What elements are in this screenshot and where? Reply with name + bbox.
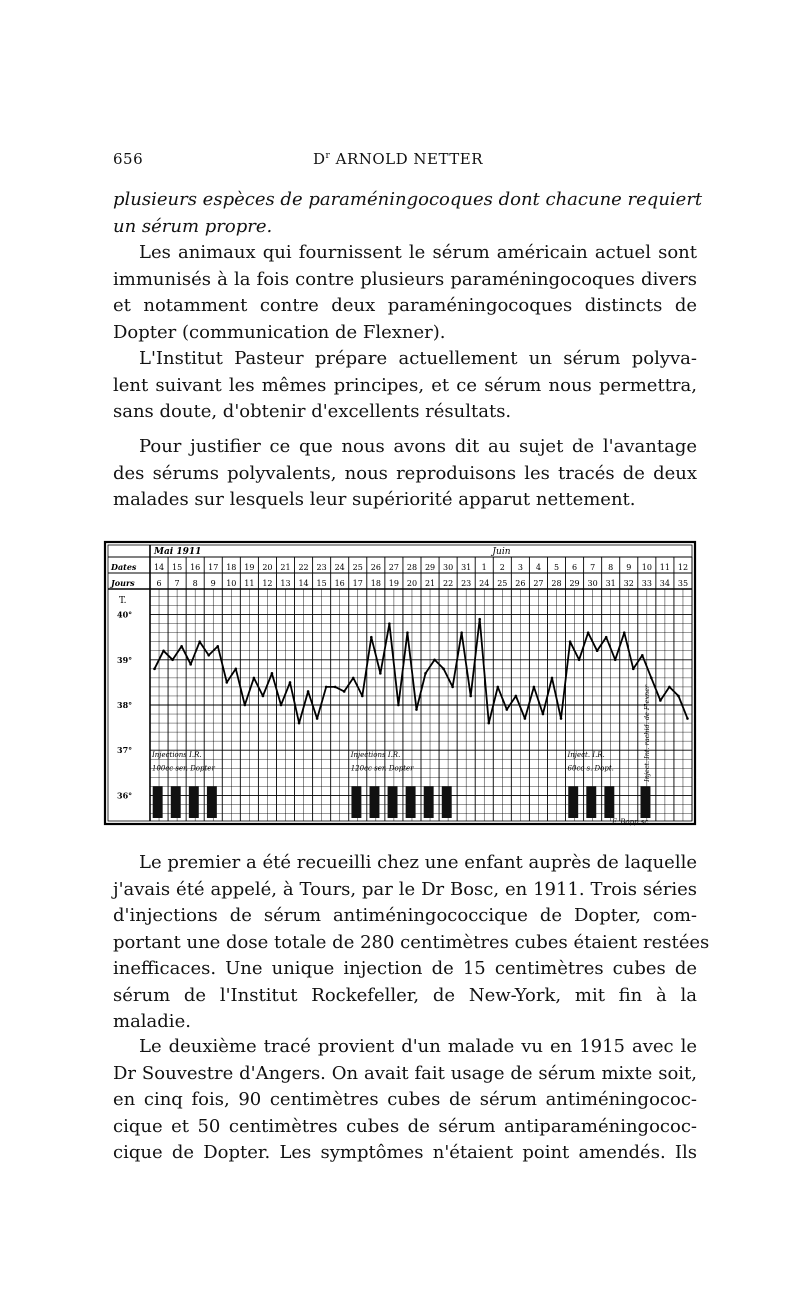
jour-tick: 22 — [443, 579, 454, 588]
temperature-point — [659, 699, 662, 702]
temperature-point — [307, 690, 310, 693]
text-line: des sérums polyvalents, nous reproduisons les tracés de deux — [113, 462, 697, 484]
temperature-point — [506, 708, 509, 711]
injection-bar — [424, 786, 434, 818]
text-line: un sérum propre. — [113, 215, 273, 237]
jour-tick: 33 — [641, 579, 652, 588]
text-line: et notamment contre deux paraméningocoques distincts de — [113, 295, 697, 316]
injection-bar — [568, 786, 578, 818]
text-line: Le premier a été recueilli chez une enfant auprès de laquelle — [139, 852, 697, 873]
temperature-point — [433, 659, 436, 662]
temperature-point — [686, 717, 689, 720]
temperature-point — [605, 636, 608, 639]
date-tick: 9 — [626, 563, 632, 572]
temperature-point — [451, 686, 454, 689]
temperature-point — [316, 717, 319, 720]
injection-label: 100cc ser. Dopter — [152, 764, 215, 773]
date-tick: 25 — [352, 563, 363, 572]
date-tick: 17 — [208, 563, 219, 572]
jour-tick: 11 — [244, 579, 255, 588]
jour-tick: 14 — [298, 579, 309, 588]
page-number: 656 — [113, 150, 144, 168]
temperature-point — [569, 640, 572, 643]
y-tick-label: 36° — [117, 790, 133, 801]
date-tick: 16 — [190, 563, 201, 572]
temperature-point — [244, 704, 247, 707]
date-tick: 29 — [424, 563, 436, 572]
temperature-point — [496, 686, 499, 689]
injection-bar — [370, 786, 380, 818]
temperature-point — [641, 654, 644, 657]
temperature-chart — [103, 540, 697, 830]
date-tick: 20 — [262, 563, 273, 572]
temperature-point — [225, 681, 228, 684]
temperature-point — [542, 713, 545, 716]
injection-bar — [153, 786, 163, 818]
temperature-point — [262, 695, 265, 698]
text-line: j'avais été appelé, à Tours, par le Dr Bosc, en 1911. Trois séries — [113, 878, 697, 900]
temperature-point — [614, 659, 617, 662]
date-tick: 14 — [153, 563, 165, 572]
jour-tick: 12 — [262, 579, 273, 588]
temperature-point — [623, 631, 626, 634]
injection-bar — [586, 786, 596, 818]
injection-label: Injections I.R. — [350, 750, 401, 759]
text-line: Pour justifier ce que nous avons dit au sujet de l'avantage — [139, 436, 697, 457]
temperature-point — [352, 677, 355, 680]
jour-tick: 9 — [210, 579, 216, 588]
jour-tick: 23 — [461, 579, 472, 588]
date-tick: 10 — [641, 563, 652, 572]
jour-tick: 6 — [156, 579, 162, 588]
jour-tick: 18 — [370, 579, 381, 588]
text-line: cique et 50 centimètres cubes de sérum antiparaméningococ- — [113, 1115, 697, 1137]
text-line: sans doute, d'obtenir d'excellents résultats. — [113, 401, 512, 422]
month-label: Juin — [492, 547, 511, 557]
temperature-point — [235, 668, 238, 671]
temperature-point — [533, 686, 536, 689]
month-label: Mai 1911 — [154, 547, 202, 557]
injection-bar — [207, 786, 217, 818]
text-line: plusieurs espèces de paraméningocoques dont chacune requiert — [113, 189, 703, 210]
text-line: maladie. — [113, 1011, 191, 1032]
temperature-point — [388, 622, 391, 625]
date-tick: 24 — [334, 563, 345, 572]
temperature-point — [343, 690, 346, 693]
temperature-point — [442, 668, 445, 671]
injection-bar — [388, 786, 398, 818]
temperature-point — [560, 717, 563, 720]
injection-label: 60cc s. Dopt. — [567, 764, 614, 773]
row-label-temp: T. — [119, 596, 127, 606]
date-tick: 1 — [481, 563, 487, 572]
temperature-point — [677, 695, 680, 698]
text-line: Dr Souvestre d'Angers. On avait fait usage de sérum mixte soit, — [113, 1062, 697, 1084]
temperature-point — [253, 677, 256, 680]
temperature-chart-svg — [103, 540, 697, 830]
date-tick: 2 — [499, 563, 505, 572]
row-label-jours: Jours — [111, 578, 135, 588]
text-line: inefficaces. Une unique injection de 15 centimètres cubes de — [113, 958, 697, 979]
date-tick: 8 — [608, 563, 614, 572]
jour-tick: 19 — [388, 579, 399, 588]
date-tick: 4 — [535, 563, 541, 572]
jour-tick: 29 — [569, 579, 580, 588]
text-line: Les animaux qui fournissent le sérum américain actuel sont — [139, 242, 697, 263]
text-line: malades sur lesquels leur supériorité apparut nettement. — [113, 489, 636, 510]
text-line: immunisés à la fois contre plusieurs paraméningocoques divers — [113, 268, 697, 290]
jour-tick: 26 — [515, 579, 526, 588]
jour-tick: 17 — [352, 579, 363, 588]
y-tick-label: 39° — [117, 654, 133, 665]
paragraph-3 — [113, 346, 697, 426]
jour-tick: 16 — [334, 579, 345, 588]
temperature-point — [668, 686, 671, 689]
temperature-point — [397, 704, 400, 707]
engraver-signature: F. Bopp sc. — [612, 818, 651, 826]
running-title: $D^r$ ARNOLD NETTER — [313, 150, 484, 168]
jour-tick: 25 — [497, 579, 508, 588]
temperature-point — [415, 708, 418, 711]
temperature-point — [596, 649, 599, 652]
temperature-point — [153, 668, 156, 671]
temperature-point — [487, 722, 490, 725]
injection-bar — [351, 786, 361, 818]
jour-tick: 8 — [192, 579, 198, 588]
running-header — [113, 150, 696, 174]
temperature-point — [271, 672, 274, 675]
temperature-point — [524, 717, 527, 720]
date-tick: 7 — [590, 563, 596, 572]
temperature-point — [207, 654, 210, 657]
date-tick: 22 — [298, 563, 309, 572]
jour-tick: 30 — [587, 579, 598, 588]
paragraph-2 — [113, 240, 697, 346]
date-tick: 30 — [443, 563, 454, 572]
date-tick: 5 — [553, 563, 560, 572]
injection-bar — [189, 786, 199, 818]
injection-bar — [406, 786, 416, 818]
temperature-point — [460, 631, 463, 634]
temperature-point — [325, 686, 328, 689]
paragraph-4 — [113, 434, 697, 514]
date-tick: 3 — [517, 563, 523, 572]
jour-tick: 31 — [605, 579, 616, 588]
text-line: L'Institut Pasteur prépare actuellement un sérum polyva- — [139, 348, 697, 369]
paragraph-5 — [113, 850, 710, 1036]
text-line: cique de Dopter. Les symptômes n'étaient point amendés. Ils — [113, 1142, 697, 1163]
date-tick: 18 — [226, 563, 237, 572]
text-line: en cinq fois, 90 centimètres cubes de sérum antiméningococ- — [113, 1089, 697, 1110]
date-tick: 12 — [677, 563, 689, 572]
temperature-point — [162, 649, 165, 652]
jour-tick: 24 — [479, 579, 490, 588]
temperature-point — [515, 695, 518, 698]
injection-bar — [604, 786, 614, 818]
date-tick: 28 — [406, 563, 418, 572]
injection-bar — [641, 786, 651, 818]
injection-bar — [442, 786, 452, 818]
date-tick: 23 — [316, 563, 327, 572]
jour-tick: 27 — [533, 579, 544, 588]
paragraph-6 — [113, 1034, 697, 1167]
temperature-point — [171, 659, 174, 662]
date-tick: 19 — [244, 563, 255, 572]
temperature-point — [578, 659, 581, 662]
temperature-point — [379, 672, 382, 675]
text-line: Le deuxième tracé provient d'un malade vu en 1915 avec le — [139, 1036, 697, 1057]
date-tick: 31 — [461, 563, 472, 572]
y-tick-label: 38° — [117, 700, 133, 710]
temperature-point — [334, 686, 337, 689]
jour-tick: 32 — [623, 579, 634, 588]
text-line: sérum de l'Institut Rockefeller, de New-York, mit fin à la — [113, 984, 697, 1006]
temperature-point — [216, 645, 219, 648]
jour-tick: 15 — [316, 579, 327, 588]
temperature-point — [280, 704, 283, 707]
injection-label: Inject. I.R. — [567, 750, 605, 759]
date-tick: 6 — [572, 563, 578, 572]
date-tick: 26 — [370, 563, 381, 572]
text-line: d'injections de sérum antiméningococcique de Dopter, com- — [113, 905, 697, 926]
jour-tick: 10 — [226, 579, 237, 588]
date-tick: 11 — [659, 563, 670, 572]
temperature-point — [650, 677, 653, 680]
y-tick-label: 37° — [117, 745, 133, 756]
paragraph-1 — [113, 187, 703, 240]
temperature-point — [289, 681, 292, 684]
temperature-point — [361, 695, 364, 698]
jour-tick: 28 — [551, 579, 562, 588]
injection-label: Injections I.R. — [152, 750, 202, 759]
injection-label: 120cc ser. Dopter — [350, 764, 414, 773]
jour-tick: 34 — [659, 579, 670, 588]
date-tick: 15 — [172, 563, 183, 572]
row-label-dates: Dates — [111, 562, 137, 572]
injection-bar — [171, 786, 181, 818]
jour-tick: 35 — [677, 579, 689, 588]
text-line: lent suivant les mêmes principes, et ce sérum nous permettra, — [113, 374, 697, 396]
injection-label: Inject. Int. rachid. de Flexner — [642, 684, 651, 782]
temperature-point — [587, 631, 590, 634]
text-line: portant une dose totale de 280 centimètres cubes étaient restées — [113, 931, 710, 953]
date-tick: 21 — [280, 563, 291, 572]
y-tick-label: 40° — [117, 609, 133, 620]
jour-tick: 7 — [174, 579, 180, 588]
temperature-point — [298, 722, 301, 725]
temperature-point — [406, 631, 409, 634]
text-line: Dopter (communication de Flexner). — [113, 321, 446, 343]
jour-tick: 20 — [406, 579, 418, 588]
temperature-point — [632, 668, 635, 671]
temperature-point — [198, 640, 201, 643]
jour-tick: 13 — [280, 579, 291, 588]
temperature-point — [189, 663, 192, 666]
temperature-point — [180, 645, 183, 648]
temperature-point — [424, 672, 427, 675]
temperature-point — [551, 677, 554, 680]
temperature-point — [370, 636, 373, 639]
jour-tick: 21 — [424, 579, 436, 588]
temperature-point — [478, 618, 481, 621]
date-tick: 27 — [388, 563, 399, 572]
temperature-point — [469, 695, 472, 698]
